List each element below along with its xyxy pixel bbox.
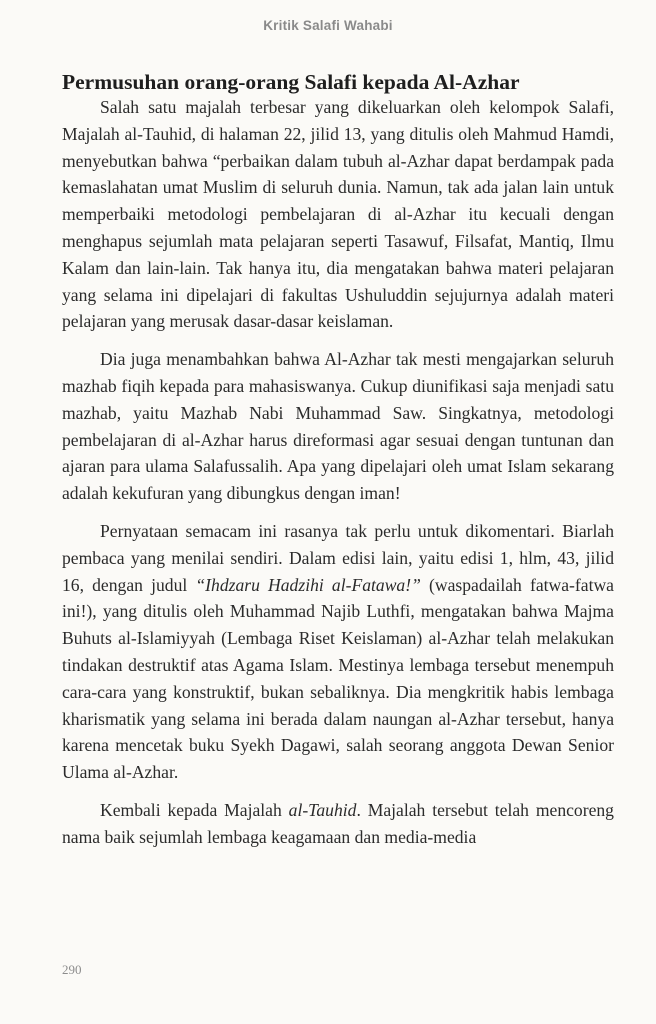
paragraph-2: Dia juga menambahkan bahwa Al-Azhar tak mesti mengajarkan seluruh mazhab fiqih kepada para mahasiswanya. Cukup diunifikasi saja menjadi satu mazhab, yaitu Mazhab Nabi Muhammad Saw. Singkatnya, metodologi pembelajaran di al-Azhar harus direformasi agar sesuai dengan tuntunan dan ajaran para ulama Salafussalih. Apa yang dipelajari oleh umat Islam sekarang adalah kekufuran yang dibungkus dengan iman! xyxy=(62,349,614,504)
body-text xyxy=(62,94,614,851)
paragraph-3 xyxy=(62,518,614,786)
page-number: 290 xyxy=(62,962,82,977)
paragraph-4 xyxy=(62,797,614,851)
magazine-title: al-Tauhid xyxy=(288,799,357,820)
paragraph-3-text-end: (waspadailah fatwa-fatwa ini!), yang ditulis oleh Muhammad Najib Luthfi, mengatakan bahwa Majma Buhuts al-Islamiyyah (Lembaga Riset Keislaman) al-Azhar telah melakukan tindakan destruktif atas Agama Islam. Mestinya lembaga tersebut menempuh cara-cara yang konstruktif, bukan sebaliknya. Dia mengkritik habis lembaga kharismatik yang selama ini berada dalam naungan al-Azhar tersebut, hanya karena mencetak buku Syekh Dagawi, salah seorang anggota Dewan Senior Ulama al-Azhar. xyxy=(62,574,614,783)
paragraph-1: Salah satu majalah terbesar yang dikeluarkan oleh kelompok Salafi, Majalah al-Tauhid, di halaman 22, jilid 13, yang ditulis oleh Mahmud Hamdi, menyebutkan bahwa “perbaikan dalam tubuh al-Azhar dapat berdampak pada kemaslahatan umat Muslim di seluruh dunia. Namun, tak ada jalan lain untuk memperbaiki metodologi pembelajaran di al-Azhar itu kecuali dengan menghapus sejumlah mata pelajaran seperti Tasawuf, Filsafat, Mantiq, Ilmu Kalam dan lain-lain. Tak hanya itu, dia mengatakan bahwa materi pelajaran yang selama ini dipelajari di fakultas Ushuluddin sejujurnya adalah materi pelajaran yang merusak dasar-dasar keislaman. xyxy=(62,97,614,332)
paragraph-4-text-end: . Majalah tersebut telah mencoreng nama baik sejumlah lembaga keagamaan dan media-media xyxy=(62,799,614,847)
paragraph-3-text-start: Pernyataan semacam ini rasanya tak perlu untuk dikomentari. Biarlah pembaca yang menilai sendiri. Dalam edisi lain, yaitu edisi 1, hlm, 43, jilid 16, dengan judul xyxy=(62,520,614,595)
paragraph-4-text-start: Kembali kepada Majalah xyxy=(100,799,289,820)
running-header: Kritik Salafi Wahabi xyxy=(263,18,393,33)
section-heading: Permusuhan orang-orang Salafi kepada Al-Azhar xyxy=(62,70,520,94)
article-title: “Ihdzaru Hadzihi al-Fatawa!” xyxy=(195,574,421,595)
